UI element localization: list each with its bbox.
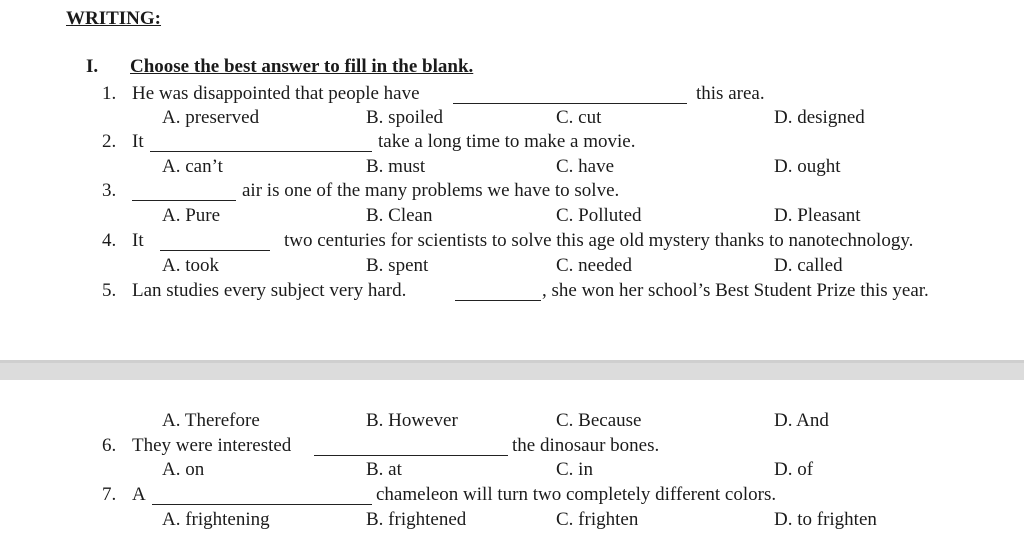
option-a: A. can’t — [162, 156, 223, 177]
option-c: C. Polluted — [556, 205, 642, 226]
question-number: 1. — [102, 83, 117, 104]
part-instruction: Choose the best answer to fill in the blank. — [130, 56, 474, 77]
answer-blank — [453, 103, 687, 104]
option-a: A. preserved — [162, 107, 260, 128]
question-text-after: chameleon will turn two completely different colors. — [376, 484, 777, 505]
option-c: C. frighten — [556, 509, 639, 530]
option-b: B. Clean — [366, 205, 433, 226]
question-text-before: He was disappointed that people have — [132, 83, 420, 104]
option-d: D. And — [774, 410, 829, 431]
part-number: I. — [86, 56, 99, 77]
option-c: C. have — [556, 156, 615, 177]
question-number: 2. — [102, 131, 117, 152]
answer-blank — [132, 200, 236, 201]
option-d: D. Pleasant — [774, 205, 861, 226]
option-c: C. Because — [556, 410, 642, 431]
question-number: 3. — [102, 180, 117, 201]
option-d: D. to frighten — [774, 509, 877, 530]
question-number: 7. — [102, 484, 117, 505]
option-b: B. at — [366, 459, 402, 480]
answer-blank — [455, 300, 541, 301]
answer-blank — [152, 504, 372, 505]
question-text-after: air is one of the many problems we have to solve. — [242, 180, 620, 201]
question-text-after: , she won her school’s Best Student Prize this year. — [542, 280, 929, 301]
question-number: 6. — [102, 435, 117, 456]
question-text-before: Lan studies every subject very hard. — [132, 280, 407, 301]
question-text-after: take a long time to make a movie. — [378, 131, 636, 152]
question-text-before: They were interested — [132, 435, 292, 456]
option-c: C. in — [556, 459, 593, 480]
option-b: B. spent — [366, 255, 429, 276]
option-a: A. took — [162, 255, 219, 276]
question-text-after: two centuries for scientists to solve this age old mystery thanks to nanotechnology. — [284, 230, 914, 251]
question-text-before: It — [132, 131, 144, 152]
question-text-before: It — [132, 230, 144, 251]
option-d: D. ought — [774, 156, 841, 177]
question-text-after: the dinosaur bones. — [512, 435, 660, 456]
question-text-after: this area. — [696, 83, 765, 104]
option-a: A. Therefore — [162, 410, 260, 431]
answer-blank — [150, 151, 372, 152]
question-number: 4. — [102, 230, 117, 251]
question-number: 5. — [102, 280, 117, 301]
option-b: B. spoiled — [366, 107, 444, 128]
option-b: B. However — [366, 410, 458, 431]
option-b: B. frightened — [366, 509, 467, 530]
answer-blank — [314, 455, 508, 456]
option-b: B. must — [366, 156, 426, 177]
answer-blank — [160, 250, 270, 251]
option-d: D. called — [774, 255, 843, 276]
option-a: A. on — [162, 459, 205, 480]
option-c: C. needed — [556, 255, 632, 276]
page-divider-edge — [0, 360, 1024, 363]
option-a: A. Pure — [162, 205, 221, 226]
question-text-before: A — [132, 484, 146, 505]
option-d: D. of — [774, 459, 814, 480]
option-c: C. cut — [556, 107, 602, 128]
section-title: WRITING: — [66, 8, 162, 29]
option-d: D. designed — [774, 107, 865, 128]
option-a: A. frightening — [162, 509, 270, 530]
page-divider — [0, 360, 1024, 380]
